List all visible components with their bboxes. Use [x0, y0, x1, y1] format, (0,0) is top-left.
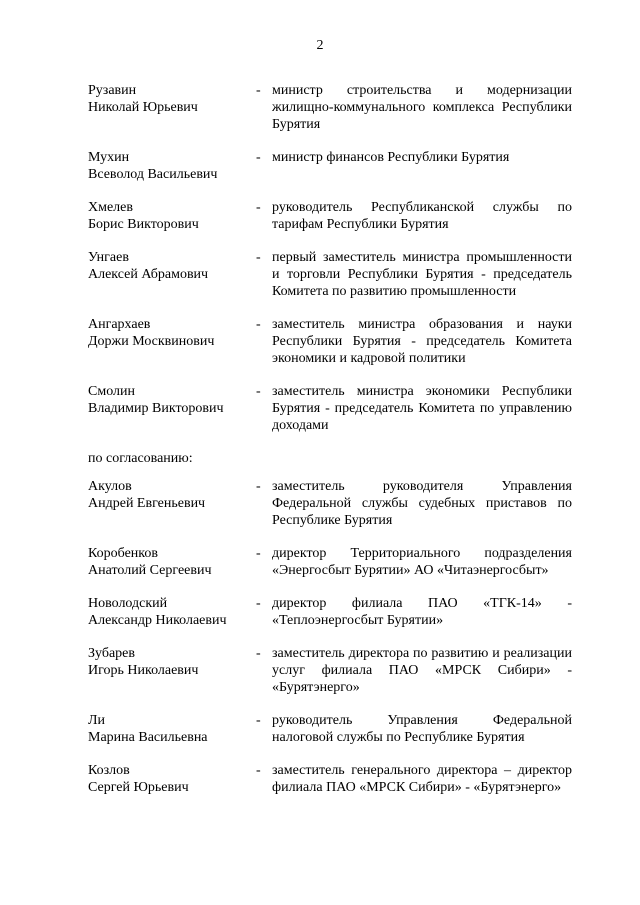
member-first-names: Владимир Викторович — [88, 401, 224, 416]
separator-dash: - — [256, 83, 261, 98]
separator-dash: - — [256, 546, 261, 561]
member-first-names: Алексей Абрамович — [88, 267, 209, 282]
member-last-name: Акулов — [88, 479, 132, 494]
agreed-member-entry — [88, 762, 572, 796]
member-first-names: Всеволод Васильевич — [88, 167, 218, 182]
separator-dash: - — [256, 763, 261, 778]
commission-member-list — [88, 82, 572, 812]
member-role: первый заместитель министра промышленности и торговли Республики Бурятия - председатель Комитета по развитию промышленности — [272, 250, 572, 299]
member-first-names: Андрей Евгеньевич — [88, 496, 206, 511]
separator-dash: - — [256, 479, 261, 494]
member-name — [88, 478, 256, 529]
member-last-name: Новолодский — [88, 596, 168, 611]
member-last-name: Зубарев — [88, 646, 135, 661]
member-role: руководитель Управления Федеральной налоговой службы по Республике Бурятия — [272, 713, 572, 745]
member-last-name: Смолин — [88, 384, 135, 399]
member-role: министр финансов Республики Бурятия — [272, 150, 510, 165]
member-name — [88, 383, 256, 434]
member-name — [88, 595, 256, 629]
member-name — [88, 149, 256, 183]
agreed-member-entry — [88, 595, 572, 629]
separator-dash: - — [256, 713, 261, 728]
separator-dash: - — [256, 150, 261, 165]
member-role: заместитель руководителя Управления Федеральной службы судебных приставов по Республике Бурятия — [272, 479, 572, 528]
member-name — [88, 82, 256, 133]
member-first-names: Сергей Юрьевич — [88, 780, 189, 795]
member-last-name: Ангархаев — [88, 317, 151, 332]
member-first-names: Анатолий Сергеевич — [88, 563, 212, 578]
member-role: директор Территориального подразделения «Энергосбыт Бурятии» АО «Читаэнергосбыт» — [272, 546, 572, 578]
member-role: заместитель директора по развитию и реализации услуг филиала ПАО «МРСК Сибири» - «Бурятэнерго» — [272, 646, 572, 695]
member-last-name: Хмелев — [88, 200, 133, 215]
separator-dash: - — [256, 250, 261, 265]
member-name — [88, 712, 256, 746]
member-last-name: Козлов — [88, 763, 130, 778]
agreed-member-entry — [88, 545, 572, 579]
member-last-name: Рузавин — [88, 83, 137, 98]
separator-dash: - — [256, 596, 261, 611]
agreement-section-label: по согласованию: — [88, 451, 193, 466]
member-name — [88, 762, 256, 796]
member-name — [88, 545, 256, 579]
page-number: 2 — [316, 38, 324, 53]
separator-dash: - — [256, 317, 261, 332]
member-name — [88, 645, 256, 696]
member-role: руководитель Республиканской службы по тарифам Республики Бурятия — [272, 200, 572, 232]
member-role: заместитель министра образования и науки Республики Бурятия - председатель Комитета экономики и кадровой политики — [272, 317, 572, 366]
member-entry — [88, 149, 572, 183]
agreed-member-entry — [88, 645, 572, 696]
agreed-member-entry — [88, 478, 572, 529]
member-first-names: Доржи Москвинович — [88, 334, 215, 349]
member-last-name: Коробенков — [88, 546, 158, 561]
member-name — [88, 249, 256, 300]
member-role: заместитель генерального директора – директор филиала ПАО «МРСК Сибири» - «Бурятэнерго» — [272, 763, 572, 795]
member-last-name: Ли — [88, 713, 105, 728]
member-first-names: Марина Васильевна — [88, 730, 208, 745]
agreed-member-entry — [88, 712, 572, 746]
member-name — [88, 316, 256, 367]
member-role: заместитель министра экономики Республики Бурятия - председатель Комитета по управлению доходами — [272, 384, 572, 433]
member-name — [88, 199, 256, 233]
separator-dash: - — [256, 384, 261, 399]
member-entry — [88, 249, 572, 300]
member-first-names: Александр Николаевич — [88, 613, 227, 628]
separator-dash: - — [256, 646, 261, 661]
member-last-name: Мухин — [88, 150, 130, 165]
member-entry — [88, 199, 572, 233]
member-first-names: Борис Викторович — [88, 217, 199, 232]
member-entry — [88, 316, 572, 367]
member-first-names: Николай Юрьевич — [88, 100, 198, 115]
member-role: министр строительства и модернизации жилищно-коммунального комплекса Республики Бурятия — [272, 83, 572, 132]
member-role: директор филиала ПАО «ТГК-14» - «Теплоэнергосбыт Бурятии» — [272, 596, 572, 628]
member-last-name: Унгаев — [88, 250, 129, 265]
member-first-names: Игорь Николаевич — [88, 663, 199, 678]
member-entry — [88, 383, 572, 434]
member-entry — [88, 82, 572, 133]
separator-dash: - — [256, 200, 261, 215]
